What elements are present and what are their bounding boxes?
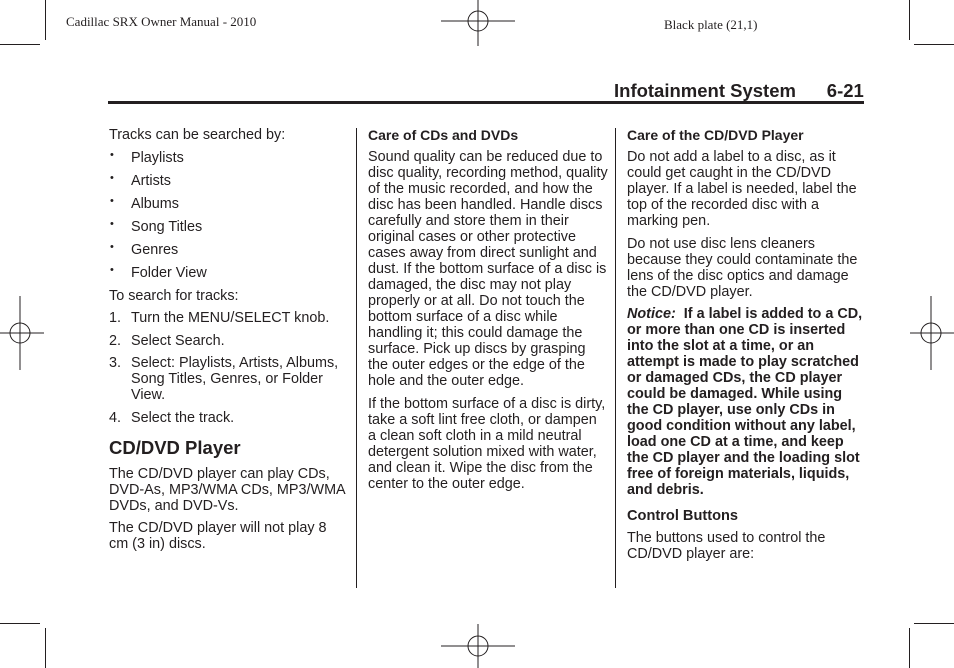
bullet-icon: •	[110, 263, 114, 276]
step-item: 3. Select: Playlists, Artists, Albums, Song Titles, Genres, or Folder View.	[109, 355, 339, 403]
search-intro: Tracks can be searched by:	[109, 127, 286, 143]
list-item: • Folder View	[110, 263, 207, 281]
registration-target-icon-bottom	[441, 624, 515, 668]
paragraph: Do not use disc lens cleaners because they could contaminate the lens of the disc optics and damage the CD/DVD player.	[627, 235, 858, 300]
column-2	[368, 127, 608, 498]
bullet-icon: •	[110, 171, 114, 184]
cd-dvd-player-heading: CD/DVD Player	[109, 436, 241, 458]
crop-mark-top-left-v	[45, 0, 46, 40]
bullet-icon: •	[110, 148, 114, 161]
crop-mark-bottom-right-h	[914, 623, 954, 624]
page-heading	[614, 80, 864, 102]
step-item: 2. Select Search.	[109, 332, 225, 349]
plate-label: Black plate (21,1)	[664, 17, 758, 32]
crop-mark-top-right-h	[914, 44, 954, 45]
list-item: • Playlists	[110, 148, 184, 166]
control-buttons-heading: Control Buttons	[627, 508, 739, 524]
crop-mark-top-left-h	[0, 44, 40, 45]
step-item: 1. Turn the MENU/SELECT knob.	[109, 310, 330, 326]
heading-rule	[108, 101, 864, 104]
crop-mark-bottom-right-v	[909, 628, 910, 668]
list-item: • Genres	[110, 240, 179, 258]
notice-paragraph	[627, 306, 867, 498]
page-number: 6-21	[826, 80, 864, 101]
crop-mark-bottom-left-h	[0, 623, 40, 624]
search-criteria-list	[109, 150, 349, 281]
registration-target-icon-top	[441, 0, 515, 46]
manual-title: Cadillac SRX Owner Manual - 2010	[66, 14, 257, 29]
paragraph: Do not add a label to a disc, as it could get caught in the CD/DVD player. If a label is needed, label the top of the recorded disc with a marking pen.	[627, 149, 857, 229]
paragraph: The CD/DVD player will not play 8 cm (3 in) discs.	[109, 520, 327, 552]
column-1	[109, 127, 349, 559]
bullet-icon: •	[110, 217, 114, 230]
list-item: • Albums	[110, 194, 179, 212]
paragraph: The buttons used to control the CD/DVD player are:	[627, 530, 826, 562]
crop-mark-top-right-v	[909, 0, 910, 40]
column-divider-2	[615, 128, 616, 588]
paragraph: Sound quality can be reduced due to disc quality, recording method, quality of the music recorded, and how the disc has been handled. Handle discs carefully and store them in their original cases or other protective cases away from direct sunlight and dust. If the bottom surface of a disc is damaged, the disc may not play properly or at all. Do not touch the bottom surface of a disc while handling it; this could damage the surface. Pick up discs by grasping the outer edges or the edge of the hole and the outer edge.	[368, 149, 608, 389]
care-of-discs-heading: Care of CDs and DVDs	[368, 127, 519, 143]
care-of-player-heading: Care of the CD/DVD Player	[627, 127, 804, 143]
column-3	[627, 127, 867, 569]
paragraph: The CD/DVD player can play CDs, DVD-As, MP3/WMA CDs, MP3/WMA DVDs, and DVD-Vs.	[109, 465, 345, 514]
step-item: 4. Select the track.	[109, 409, 235, 426]
bullet-icon: •	[110, 194, 114, 207]
search-steps-list	[109, 310, 349, 426]
registration-target-icon-right	[910, 296, 954, 370]
crop-mark-bottom-left-v	[45, 628, 46, 668]
notice-label: Notice:	[627, 306, 676, 322]
bullet-icon: •	[110, 240, 114, 253]
notice-text: If a label is added to a CD, or more than one CD is inserted into the slot at a time, or an attempt is made to play scratched or damaged CDs, the CD player could be damaged. While using the CD player, use only CDs in good condition without any label, load one CD at a time, and keep the CD player and the loading slot free of foreign materials, liquids, and debris.	[627, 306, 863, 498]
paragraph: If the bottom surface of a disc is dirty, take a soft lint free cloth, or dampen a clean soft cloth in a mild neutral detergent solution mixed with water, and clean it. Wipe the disc from the center to the outer edge.	[368, 395, 606, 492]
list-item: • Artists	[110, 171, 171, 189]
registration-target-icon-left	[0, 296, 44, 370]
column-divider-1	[356, 128, 357, 588]
steps-intro: To search for tracks:	[109, 287, 239, 304]
list-item: • Song Titles	[110, 217, 203, 235]
section-title: Infotainment System	[614, 80, 796, 101]
